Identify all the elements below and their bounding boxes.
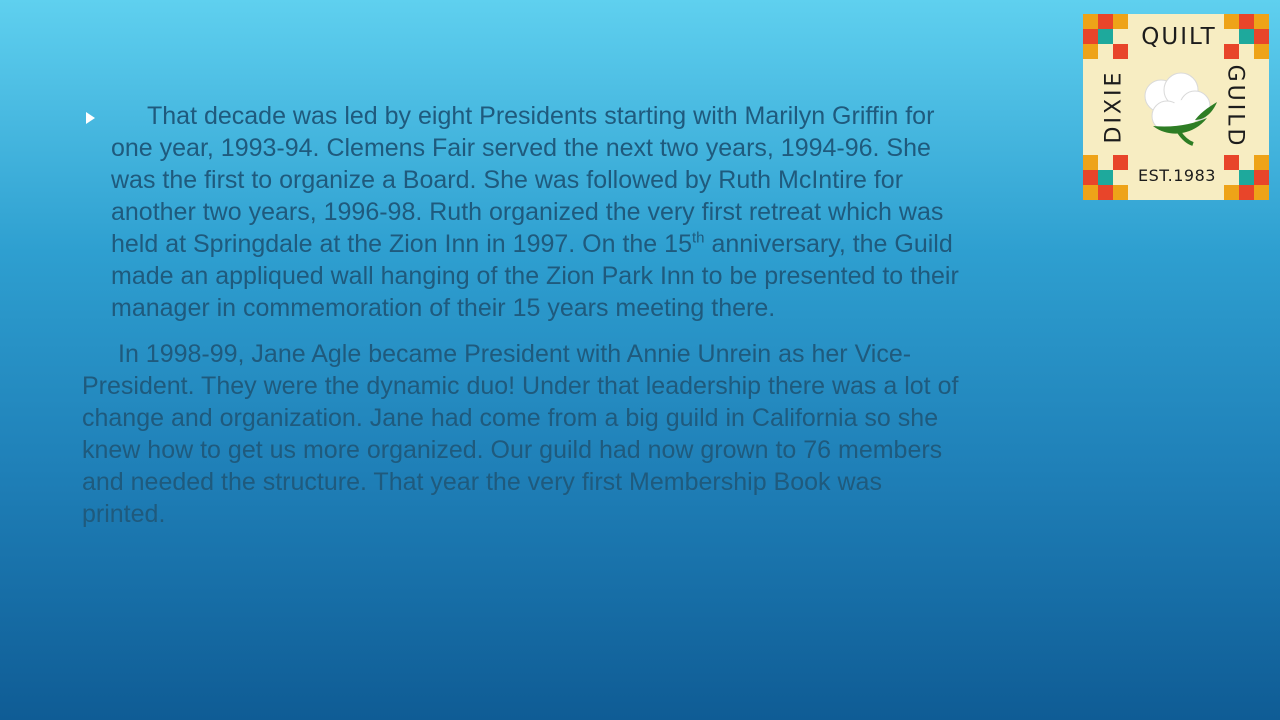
paragraph1-text-end: anniversary, the Guild made an appliqued wall hanging of the Zion Park Inn to be presented to their manager in commemoration of their 15 years meeting there. [111, 230, 959, 322]
ordinal-superscript: th [691, 229, 705, 247]
bullet-paragraph [82, 100, 962, 324]
logo-quilt-text: QUILT [1141, 24, 1217, 50]
paragraph2-text: In 1998-99, Jane Agle became President with Annie Unrein as her Vice-President. They were the dynamic duo! Under that leadership there was a lot of change and organization. Jane had come from a big guild in California so she knew how to get us more organized. Our guild had now grown to 76 members and needed the structure. That year the very first Membership Book was printed. [82, 340, 959, 528]
body-paragraph [82, 338, 962, 530]
logo-guild-text: GUILD [1222, 64, 1248, 149]
logo-dixie-text: DIXIE [1101, 69, 1127, 144]
guild-logo [1083, 14, 1269, 200]
paragraph1-text-start: That decade was led by eight Presidents starting with Marilyn Griffin for one year, 1993-94. Clemens Fair served the next two years, 1994-96. She was the first to organize a Board. She was followed by Ruth McIntire for another two years, 1996-98. Ruth organized the very first retreat which was held at Springdale at the Zion Inn in 1997. On the 15 [111, 102, 944, 258]
logo-established-text: EST.1983 [1138, 166, 1216, 185]
bullet-arrow-icon [86, 112, 95, 124]
slide-body [82, 100, 962, 530]
